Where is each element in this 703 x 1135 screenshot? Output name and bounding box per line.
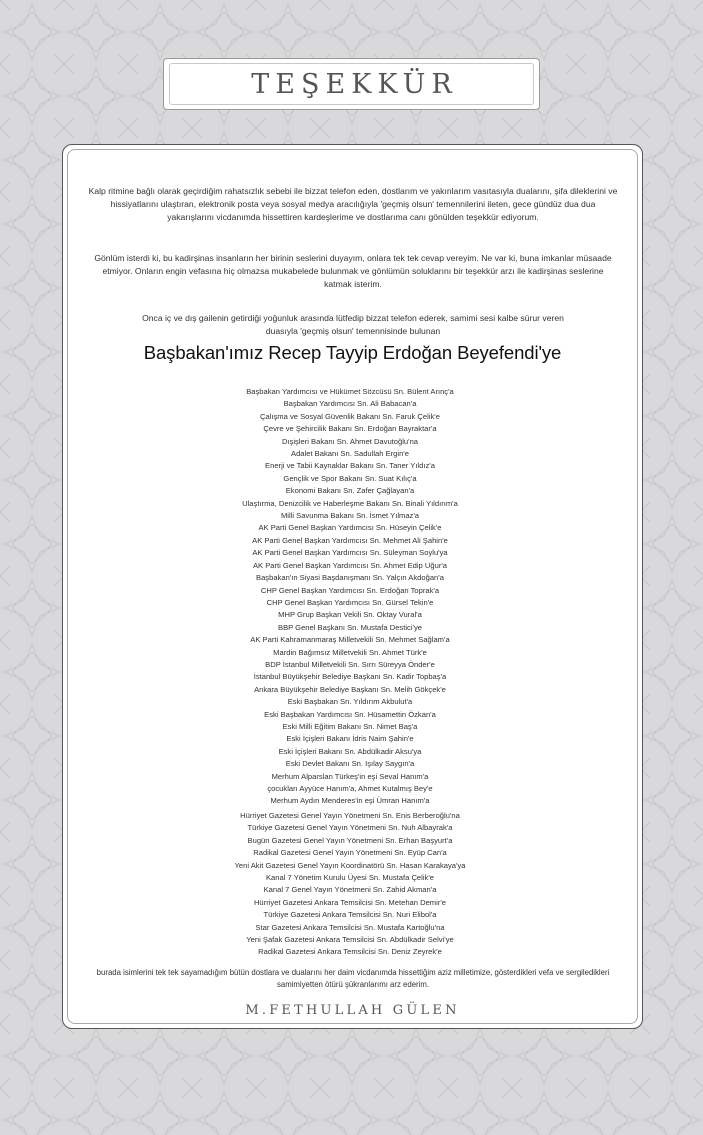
list-item: İstanbul Büyükşehir Belediye Başkanı Sn. Kadir Topbaş'a — [253, 672, 447, 682]
headline: Başbakan'ımız Recep Tayyip Erdoğan Beyefendi'ye — [143, 342, 562, 363]
list-item: Yeni Şafak Gazetesi Ankara Temsilcisi Sn. Abdülkadir Selvi'ye — [246, 935, 454, 945]
list-item: Eski Devlet Bakanı Sn. Işılay Saygın'a — [285, 759, 415, 769]
list-item: Hürriyet Gazetesi Ankara Temsilcisi Sn. Metehan Demir'e — [253, 897, 447, 907]
intro-paragraph-1 — [88, 185, 618, 225]
list-item: Kanal 7 Genel Yayın Yönetmeni Sn. Zahid Akman'a — [263, 885, 437, 895]
intro-paragraph-2 — [88, 252, 618, 292]
list-item: MHP Grup Başkan Vekili Sn. Oktay Vural'a — [278, 610, 422, 620]
page-title: TEŞEKKÜR — [251, 68, 458, 100]
list-item: BDP İstanbul Milletvekili Sn. Sırrı Süreyya Önder'e — [265, 659, 435, 669]
list-item: Eski İçişleri Bakanı İdris Naim Şahin'e — [286, 734, 414, 744]
list-item: Radikal Gazetesi Ankara Temsilcisi Sn. Deniz Zeyrek'e — [258, 947, 442, 957]
list-item: Eski Milli Eğitim Bakanı Sn. Nimet Baş'a — [282, 721, 418, 731]
intro-text-2: Gönlüm isterdi ki, bu kadirşinas insanların her birinin seslerini duyayım, onlara tek tek cevap vereyim. Ne var ki, buna imkanlar müsaade etmiyor. Onların engin vefasına hiç olmazsa mukabelede bulunmak ve gönlümün soluklarını bir teşekkür arzı ile kadirşinas seslerine katmak isterim. — [94, 253, 612, 290]
list-item: BBP Genel Başkanı Sn. Mustafa Destici'ye — [278, 622, 422, 632]
list-item: Yeni Akit Gazetesi Genel Yayın Koordinatörü Sn. Hasan Karakaya'ya — [234, 860, 466, 870]
list-item: CHP Genel Başkan Yardımcısı Sn. Gürsel Tekin'e — [266, 597, 434, 607]
list-item: Ekonomi Bakanı Sn. Zafer Çağlayan'a — [285, 486, 415, 496]
list-item: AK Parti Kahramanmaraş Milletvekili Sn. Mehmet Sağlam'a — [250, 635, 450, 645]
list-item: Türkiye Gazetesi Ankara Temsilcisi Sn. Nuri Elibol'a — [263, 910, 437, 920]
list-item: Çalışma ve Sosyal Güvenlik Bakanı Sn. Faruk Çelik'e — [260, 411, 440, 421]
list-item: Merhum Aydın Menderes'in eşi Ümran Hanım'a — [270, 796, 430, 806]
list-item: Bugün Gazetesi Genel Yayın Yönetmeni Sn. Erhan Başyurt'a — [247, 835, 453, 845]
intro-text-3: Onca iç ve dış gailenin getirdiği yoğunluk arasında lütfedip bizzat telefon ederek, samimi sesi kalbe sürur veren duasıyla 'geçmiş olsun' temennisinde bulunan — [142, 313, 564, 337]
names-list-officials — [140, 386, 560, 808]
list-item: AK Parti Genel Başkan Yardımcısı Sn. Mehmet Ali Şahin'e — [252, 535, 448, 545]
list-item: Radikal Gazetesi Genel Yayın Yönetmeni Sn. Eyüp Can'a — [253, 848, 447, 858]
list-item: AK Parti Genel Başkan Yardımcısı Sn. Hüseyin Çelik'e — [258, 523, 442, 533]
list-item: Gençlik ve Spor Bakanı Sn. Suat Kılıç'a — [283, 473, 417, 483]
intro-text-1: Kalp ritmine bağlı olarak geçirdiğim rahatsızlık sebebi ile bizzat telefon eden, dostlarım ve yakınlarım vasıtasıyla dualarını, şifa dileklerini ve hissiyatlarını ulaştıran, elektronik posta veya sosyal medya aracılığıyla 'geçmiş olsun' temennilerini ileten, gece gündüz dua dua yakarışlarını vicdanımda hissettiren kardeşlerime ve dostlarıma canı gönülden teşekkür ediyorum. — [88, 186, 618, 223]
list-item: Ulaştırma, Denizcilik ve Haberleşme Bakanı Sn. Binali Yıldırım'a — [242, 498, 458, 508]
list-item: Eski İçişleri Bakanı Sn. Abdülkadir Aksu'ya — [278, 746, 422, 756]
list-item: Hürriyet Gazetesi Genel Yayın Yönetmeni Sn. Enis Berberoğlu'na — [240, 811, 460, 820]
list-item: Mardin Bağımsız Milletvekili Sn. Ahmet Türk'e — [273, 647, 427, 657]
list-item: Eski Başbakan Sn. Yıldırım Akbulut'a — [287, 697, 413, 707]
list-item: Enerji ve Tabii Kaynaklar Bakanı Sn. Taner Yıldız'a — [265, 461, 435, 471]
signature: M.FETHULLAH GÜLEN — [245, 1003, 460, 1018]
list-item: Star Gazetesi Ankara Temsilcisi Sn. Mustafa Kartoğlu'na — [255, 922, 445, 932]
list-item: Başbakan Yardımcısı Sn. Ali Babacan'a — [283, 399, 417, 409]
list-item: CHP Genel Başkan Yardımcısı Sn. Erdoğan Toprak'a — [260, 585, 440, 595]
list-item: Eski Başbakan Yardımcısı Sn. Hüsamettin Özkan'a — [264, 709, 436, 719]
list-item: Dışişleri Bakanı Sn. Ahmet Davutoğlu'na — [281, 436, 419, 446]
list-item: Adalet Bakanı Sn. Sadullah Ergin'e — [291, 449, 409, 459]
list-item: Başbakan'ın Siyasi Başdanışmanı Sn. Yalçın Akdoğan'a — [256, 573, 444, 583]
title-banner — [163, 58, 540, 110]
list-item: Kanal 7 Yönetim Kurulu Üyesi Sn. Mustafa Çelik'e — [265, 873, 435, 883]
list-item: Milli Savunma Bakanı Sn. İsmet Yılmaz'a — [280, 511, 420, 521]
list-item: Başbakan Yardımcısı ve Hükümet Sözcüsü Sn. Bülent Arınç'a — [246, 387, 454, 396]
list-item: Ankara Büyükşehir Belediye Başkanı Sn. Melih Gökçek'e — [254, 684, 446, 694]
intro-paragraph-3 — [130, 312, 576, 338]
closing-text: burada isimlerini tek tek sayamadığım bütün dostlara ve dualarını her daim vicdanımda hissettiğim aziz milletimize, gösterdikleri vefa ve sergiledikleri samimiyetten ötürü şükranlarımı arz ederim. — [96, 968, 610, 990]
list-item: çocukları Ayyüce Hanım'a, Ahmet Kutalmış Bey'e — [267, 784, 433, 793]
list-item: Türkiye Gazetesi Genel Yayın Yönetmeni Sn. Nuh Albayrak'a — [247, 823, 453, 833]
list-item: AK Parti Genel Başkan Yardımcısı Sn. Süleyman Soylu'ya — [252, 548, 448, 558]
title-frame — [169, 63, 534, 105]
names-list-press — [140, 810, 560, 959]
list-item: Merhum Alparslan Türkeş'in eşi Seval Hanım'a — [271, 771, 429, 781]
list-item: AK Parti Genel Başkan Yardımcısı Sn. Ahmet Edip Uğur'a — [252, 560, 448, 570]
list-item: Çevre ve Şehircilik Bakanı Sn. Erdoğan Bayraktar'a — [263, 424, 437, 434]
